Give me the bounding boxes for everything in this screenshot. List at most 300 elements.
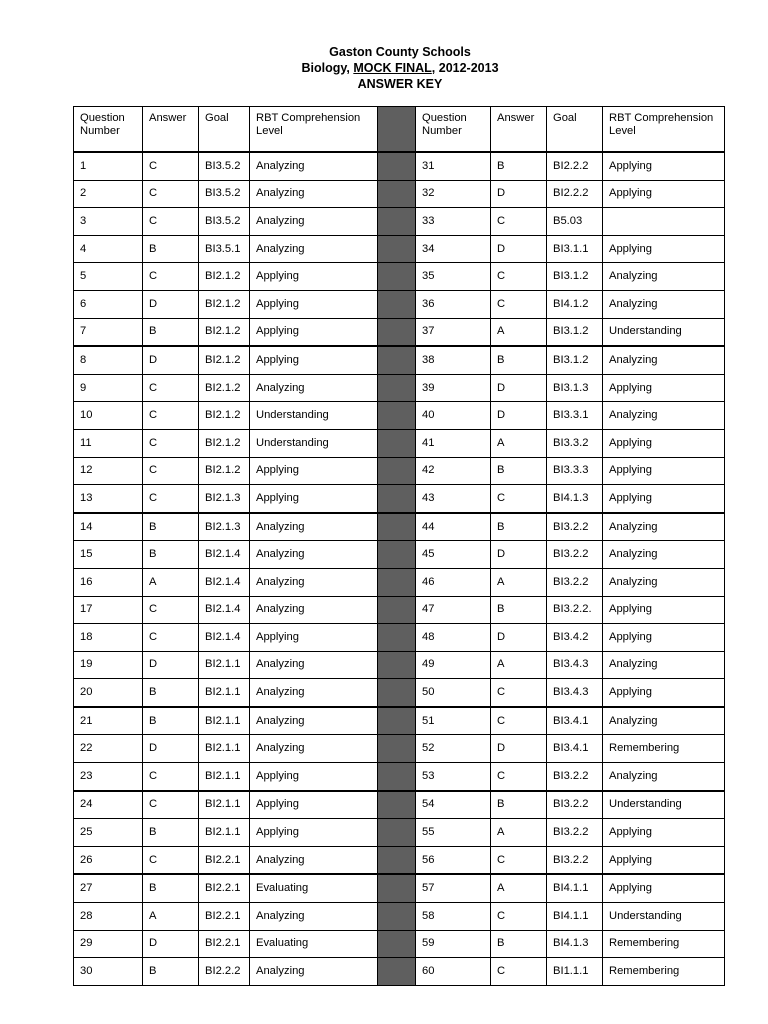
- rbt-level-cell: Applying: [250, 624, 378, 652]
- rbt-level-cell: Analyzing: [250, 903, 378, 931]
- table-row: [74, 846, 725, 874]
- table-row: [74, 402, 725, 430]
- column-separator: [378, 791, 416, 819]
- rbt-level-cell: Applying: [603, 180, 725, 208]
- goal-cell: BI3.5.2: [199, 180, 250, 208]
- answer-cell: B: [491, 346, 547, 374]
- goal-cell: BI2.1.2: [199, 346, 250, 374]
- answer-cell: C: [491, 903, 547, 931]
- header-row: [74, 107, 725, 153]
- answer-cell: D: [491, 402, 547, 430]
- rbt-level-cell: Understanding: [250, 429, 378, 457]
- rbt-level-cell: Applying: [603, 846, 725, 874]
- rbt-level-cell: Analyzing: [250, 235, 378, 263]
- goal-cell: BI3.2.2: [547, 541, 603, 569]
- goal-cell: BI3.2.2.: [547, 596, 603, 624]
- goal-cell: BI2.2.2: [547, 152, 603, 180]
- goal-cell: BI3.2.2: [547, 791, 603, 819]
- rbt-level-cell: Applying: [250, 457, 378, 485]
- question-number-cell: 20: [74, 679, 143, 707]
- rbt-level-cell: Evaluating: [250, 874, 378, 902]
- column-separator: [378, 263, 416, 291]
- question-number-cell: 33: [416, 208, 491, 236]
- table-row: [74, 457, 725, 485]
- rbt-level-cell: [603, 208, 725, 236]
- table-row: [74, 596, 725, 624]
- question-number-cell: 45: [416, 541, 491, 569]
- table-row: [74, 958, 725, 986]
- answer-cell: B: [143, 541, 199, 569]
- answer-cell: C: [143, 263, 199, 291]
- question-number-cell: 42: [416, 457, 491, 485]
- goal-cell: BI3.5.1: [199, 235, 250, 263]
- table-row: [74, 624, 725, 652]
- answer-cell: C: [491, 707, 547, 735]
- table-row: [74, 318, 725, 346]
- goal-cell: BI2.1.1: [199, 819, 250, 847]
- table-row: [74, 874, 725, 902]
- question-number-cell: 30: [74, 958, 143, 986]
- answer-cell: B: [491, 513, 547, 541]
- goal-cell: BI3.2.2: [547, 819, 603, 847]
- question-number-cell: 31: [416, 152, 491, 180]
- question-number-cell: 7: [74, 318, 143, 346]
- column-header-answer: Answer: [143, 107, 199, 153]
- answer-cell: B: [491, 596, 547, 624]
- answer-cell: B: [143, 679, 199, 707]
- rbt-level-cell: Analyzing: [603, 763, 725, 791]
- answer-cell: A: [491, 819, 547, 847]
- exam-subject: Biology,: [301, 61, 354, 75]
- answer-cell: C: [143, 402, 199, 430]
- rbt-level-cell: Applying: [603, 235, 725, 263]
- answer-cell: B: [143, 819, 199, 847]
- goal-cell: BI4.1.1: [547, 874, 603, 902]
- rbt-level-cell: Analyzing: [603, 707, 725, 735]
- rbt-level-cell: Applying: [603, 624, 725, 652]
- table-row: [74, 903, 725, 931]
- answer-key-title: ANSWER KEY: [357, 77, 443, 91]
- column-header-rbt-level: RBT Comprehension Level: [250, 107, 378, 153]
- column-header-answer: Answer: [491, 107, 547, 153]
- rbt-level-cell: Analyzing: [603, 541, 725, 569]
- rbt-level-cell: Applying: [603, 457, 725, 485]
- goal-cell: BI2.1.4: [199, 596, 250, 624]
- rbt-level-cell: Analyzing: [250, 596, 378, 624]
- column-separator: [378, 819, 416, 847]
- question-number-cell: 44: [416, 513, 491, 541]
- answer-cell: C: [491, 263, 547, 291]
- goal-cell: BI1.1.1: [547, 958, 603, 986]
- question-number-cell: 21: [74, 707, 143, 735]
- goal-cell: BI2.1.2: [199, 457, 250, 485]
- question-number-cell: 51: [416, 707, 491, 735]
- answer-cell: D: [143, 290, 199, 318]
- question-number-cell: 4: [74, 235, 143, 263]
- rbt-level-cell: Analyzing: [250, 735, 378, 763]
- question-number-cell: 9: [74, 374, 143, 402]
- table-row: [74, 180, 725, 208]
- column-separator: [378, 107, 416, 153]
- rbt-level-cell: Applying: [250, 263, 378, 291]
- answer-cell: D: [491, 374, 547, 402]
- goal-cell: BI2.1.3: [199, 513, 250, 541]
- goal-cell: BI3.4.1: [547, 707, 603, 735]
- question-number-cell: 28: [74, 903, 143, 931]
- table-row: [74, 763, 725, 791]
- answer-cell: D: [143, 735, 199, 763]
- rbt-level-cell: Applying: [603, 429, 725, 457]
- rbt-level-cell: Analyzing: [603, 651, 725, 679]
- rbt-level-cell: Applying: [250, 290, 378, 318]
- question-number-cell: 5: [74, 263, 143, 291]
- goal-cell: BI3.1.2: [547, 346, 603, 374]
- column-separator: [378, 318, 416, 346]
- question-number-cell: 2: [74, 180, 143, 208]
- column-separator: [378, 903, 416, 931]
- rbt-level-cell: Analyzing: [250, 180, 378, 208]
- rbt-level-cell: Remembering: [603, 930, 725, 958]
- table-row: [74, 152, 725, 180]
- question-number-cell: 52: [416, 735, 491, 763]
- column-separator: [378, 180, 416, 208]
- table-row: [74, 735, 725, 763]
- answer-cell: C: [143, 791, 199, 819]
- column-separator: [378, 208, 416, 236]
- question-number-cell: 35: [416, 263, 491, 291]
- answer-cell: D: [143, 346, 199, 374]
- goal-cell: BI3.3.2: [547, 429, 603, 457]
- column-header-goal: Goal: [199, 107, 250, 153]
- goal-cell: BI2.1.4: [199, 541, 250, 569]
- column-separator: [378, 930, 416, 958]
- goal-cell: BI3.5.2: [199, 152, 250, 180]
- answer-cell: D: [491, 235, 547, 263]
- goal-cell: BI2.2.2: [199, 958, 250, 986]
- table-row: [74, 485, 725, 513]
- answer-cell: C: [143, 846, 199, 874]
- question-number-cell: 47: [416, 596, 491, 624]
- question-number-cell: 8: [74, 346, 143, 374]
- rbt-level-cell: Evaluating: [250, 930, 378, 958]
- rbt-level-cell: Understanding: [603, 903, 725, 931]
- goal-cell: BI3.1.2: [547, 318, 603, 346]
- question-number-cell: 54: [416, 791, 491, 819]
- exam-title: [0, 60, 768, 76]
- answer-cell: C: [143, 457, 199, 485]
- answer-cell: C: [143, 596, 199, 624]
- table-row: [74, 541, 725, 569]
- table-row: [74, 290, 725, 318]
- question-number-cell: 24: [74, 791, 143, 819]
- goal-cell: BI2.1.3: [199, 485, 250, 513]
- rbt-level-cell: Understanding: [250, 402, 378, 430]
- goal-cell: BI2.1.2: [199, 374, 250, 402]
- column-separator: [378, 596, 416, 624]
- answer-cell: C: [491, 846, 547, 874]
- answer-cell: D: [491, 541, 547, 569]
- goal-cell: BI2.1.4: [199, 568, 250, 596]
- table-row: [74, 568, 725, 596]
- goal-cell: BI3.4.2: [547, 624, 603, 652]
- goal-cell: BI3.3.1: [547, 402, 603, 430]
- rbt-level-cell: Analyzing: [603, 290, 725, 318]
- answer-cell: C: [491, 290, 547, 318]
- answer-cell: B: [143, 707, 199, 735]
- answer-cell: B: [491, 457, 547, 485]
- question-number-cell: 46: [416, 568, 491, 596]
- question-number-cell: 43: [416, 485, 491, 513]
- rbt-level-cell: Understanding: [603, 318, 725, 346]
- answer-cell: C: [491, 485, 547, 513]
- question-number-cell: 16: [74, 568, 143, 596]
- rbt-level-cell: Applying: [603, 152, 725, 180]
- answer-cell: C: [143, 374, 199, 402]
- rbt-level-cell: Applying: [250, 485, 378, 513]
- question-number-cell: 37: [416, 318, 491, 346]
- answer-cell: C: [143, 180, 199, 208]
- rbt-level-cell: Applying: [603, 819, 725, 847]
- question-number-cell: 6: [74, 290, 143, 318]
- goal-cell: BI2.1.2: [199, 263, 250, 291]
- question-number-cell: 3: [74, 208, 143, 236]
- goal-cell: BI2.1.1: [199, 735, 250, 763]
- answer-cell: A: [491, 318, 547, 346]
- question-number-cell: 22: [74, 735, 143, 763]
- rbt-level-cell: Applying: [603, 596, 725, 624]
- answer-cell: A: [143, 568, 199, 596]
- goal-cell: BI2.1.2: [199, 290, 250, 318]
- answer-cell: A: [491, 651, 547, 679]
- question-number-cell: 32: [416, 180, 491, 208]
- column-separator: [378, 429, 416, 457]
- table-row: [74, 513, 725, 541]
- goal-cell: B5.03: [547, 208, 603, 236]
- rbt-level-cell: Analyzing: [603, 402, 725, 430]
- answer-cell: B: [491, 152, 547, 180]
- answer-cell: C: [143, 429, 199, 457]
- column-separator: [378, 374, 416, 402]
- answer-cell: C: [491, 763, 547, 791]
- column-separator: [378, 513, 416, 541]
- rbt-level-cell: Remembering: [603, 958, 725, 986]
- rbt-level-cell: Analyzing: [250, 152, 378, 180]
- goal-cell: BI2.1.1: [199, 763, 250, 791]
- answer-cell: B: [143, 958, 199, 986]
- column-separator: [378, 763, 416, 791]
- goal-cell: BI3.1.1: [547, 235, 603, 263]
- goal-cell: BI3.4.3: [547, 651, 603, 679]
- goal-cell: BI2.1.2: [199, 318, 250, 346]
- rbt-level-cell: Analyzing: [250, 958, 378, 986]
- question-number-cell: 55: [416, 819, 491, 847]
- answer-cell: C: [143, 208, 199, 236]
- answer-cell: B: [491, 791, 547, 819]
- rbt-level-cell: Analyzing: [250, 568, 378, 596]
- goal-cell: BI2.2.1: [199, 874, 250, 902]
- column-separator: [378, 568, 416, 596]
- goal-cell: BI3.4.1: [547, 735, 603, 763]
- goal-cell: BI2.2.2: [547, 180, 603, 208]
- goal-cell: BI2.2.1: [199, 903, 250, 931]
- goal-cell: BI3.1.3: [547, 374, 603, 402]
- exam-year: , 2012-2013: [431, 61, 499, 75]
- column-separator: [378, 707, 416, 735]
- answer-cell: C: [143, 485, 199, 513]
- rbt-level-cell: Analyzing: [250, 679, 378, 707]
- column-separator: [378, 152, 416, 180]
- answer-key-body: [74, 107, 725, 986]
- question-number-cell: 14: [74, 513, 143, 541]
- document-header: [0, 44, 768, 92]
- answer-key-table: [73, 106, 725, 986]
- column-separator: [378, 485, 416, 513]
- question-number-cell: 40: [416, 402, 491, 430]
- rbt-level-cell: Applying: [603, 374, 725, 402]
- rbt-level-cell: Applying: [250, 318, 378, 346]
- goal-cell: BI2.1.1: [199, 651, 250, 679]
- table-row: [74, 263, 725, 291]
- column-separator: [378, 457, 416, 485]
- question-number-cell: 56: [416, 846, 491, 874]
- rbt-level-cell: Analyzing: [603, 346, 725, 374]
- question-number-cell: 50: [416, 679, 491, 707]
- table-row: [74, 819, 725, 847]
- question-number-cell: 48: [416, 624, 491, 652]
- rbt-level-cell: Analyzing: [250, 707, 378, 735]
- table-row: [74, 679, 725, 707]
- rbt-level-cell: Analyzing: [250, 846, 378, 874]
- rbt-level-cell: Analyzing: [250, 513, 378, 541]
- column-separator: [378, 846, 416, 874]
- question-number-cell: 13: [74, 485, 143, 513]
- column-separator: [378, 346, 416, 374]
- answer-cell: C: [491, 679, 547, 707]
- goal-cell: BI3.4.3: [547, 679, 603, 707]
- table-row: [74, 791, 725, 819]
- column-separator: [378, 651, 416, 679]
- exam-name: MOCK FINAL: [353, 61, 432, 75]
- goal-cell: BI2.1.1: [199, 679, 250, 707]
- question-number-cell: 38: [416, 346, 491, 374]
- rbt-level-cell: Applying: [603, 679, 725, 707]
- table-row: [74, 930, 725, 958]
- question-number-cell: 18: [74, 624, 143, 652]
- goal-cell: BI3.2.2: [547, 513, 603, 541]
- column-separator: [378, 402, 416, 430]
- goal-cell: BI2.1.4: [199, 624, 250, 652]
- table-row: [74, 429, 725, 457]
- goal-cell: BI4.1.2: [547, 290, 603, 318]
- rbt-level-cell: Analyzing: [603, 263, 725, 291]
- table-row: [74, 374, 725, 402]
- answer-cell: A: [491, 874, 547, 902]
- goal-cell: BI3.5.2: [199, 208, 250, 236]
- question-number-cell: 41: [416, 429, 491, 457]
- goal-cell: BI2.1.2: [199, 402, 250, 430]
- table-row: [74, 346, 725, 374]
- goal-cell: BI4.1.3: [547, 485, 603, 513]
- answer-cell: B: [143, 874, 199, 902]
- answer-cell: C: [143, 624, 199, 652]
- rbt-level-cell: Analyzing: [250, 651, 378, 679]
- rbt-level-cell: Analyzing: [603, 513, 725, 541]
- goal-cell: BI4.1.3: [547, 930, 603, 958]
- school-district-title: Gaston County Schools: [329, 45, 471, 59]
- question-number-cell: 11: [74, 429, 143, 457]
- column-separator: [378, 541, 416, 569]
- answer-cell: B: [491, 930, 547, 958]
- table-row: [74, 651, 725, 679]
- goal-cell: BI3.3.3: [547, 457, 603, 485]
- question-number-cell: 26: [74, 846, 143, 874]
- rbt-level-cell: Analyzing: [250, 541, 378, 569]
- answer-cell: D: [491, 735, 547, 763]
- answer-cell: D: [491, 180, 547, 208]
- column-separator: [378, 290, 416, 318]
- column-header-goal: Goal: [547, 107, 603, 153]
- column-header-rbt-level: RBT Comprehension Level: [603, 107, 725, 153]
- table-row: [74, 208, 725, 236]
- rbt-level-cell: Analyzing: [603, 568, 725, 596]
- question-number-cell: 1: [74, 152, 143, 180]
- rbt-level-cell: Analyzing: [250, 208, 378, 236]
- question-number-cell: 58: [416, 903, 491, 931]
- answer-cell: D: [143, 651, 199, 679]
- answer-cell: A: [491, 429, 547, 457]
- rbt-level-cell: Applying: [603, 874, 725, 902]
- rbt-level-cell: Applying: [250, 819, 378, 847]
- question-number-cell: 12: [74, 457, 143, 485]
- answer-cell: B: [143, 513, 199, 541]
- table-row: [74, 707, 725, 735]
- answer-cell: C: [143, 763, 199, 791]
- column-separator: [378, 874, 416, 902]
- question-number-cell: 53: [416, 763, 491, 791]
- goal-cell: BI2.2.1: [199, 846, 250, 874]
- goal-cell: BI2.1.1: [199, 791, 250, 819]
- answer-cell: C: [491, 208, 547, 236]
- question-number-cell: 15: [74, 541, 143, 569]
- question-number-cell: 27: [74, 874, 143, 902]
- question-number-cell: 10: [74, 402, 143, 430]
- answer-cell: C: [491, 958, 547, 986]
- goal-cell: BI2.1.2: [199, 429, 250, 457]
- column-separator: [378, 679, 416, 707]
- rbt-level-cell: Remembering: [603, 735, 725, 763]
- question-number-cell: 59: [416, 930, 491, 958]
- question-number-cell: 23: [74, 763, 143, 791]
- column-separator: [378, 735, 416, 763]
- question-number-cell: 34: [416, 235, 491, 263]
- question-number-cell: 36: [416, 290, 491, 318]
- question-number-cell: 39: [416, 374, 491, 402]
- answer-cell: B: [143, 318, 199, 346]
- column-separator: [378, 958, 416, 986]
- question-number-cell: 29: [74, 930, 143, 958]
- goal-cell: BI3.1.2: [547, 263, 603, 291]
- answer-cell: B: [143, 235, 199, 263]
- answer-cell: C: [143, 152, 199, 180]
- answer-cell: D: [491, 624, 547, 652]
- answer-cell: A: [143, 903, 199, 931]
- rbt-level-cell: Understanding: [603, 791, 725, 819]
- goal-cell: BI2.1.1: [199, 707, 250, 735]
- rbt-level-cell: Applying: [250, 763, 378, 791]
- answer-cell: D: [143, 930, 199, 958]
- question-number-cell: 57: [416, 874, 491, 902]
- rbt-level-cell: Applying: [250, 346, 378, 374]
